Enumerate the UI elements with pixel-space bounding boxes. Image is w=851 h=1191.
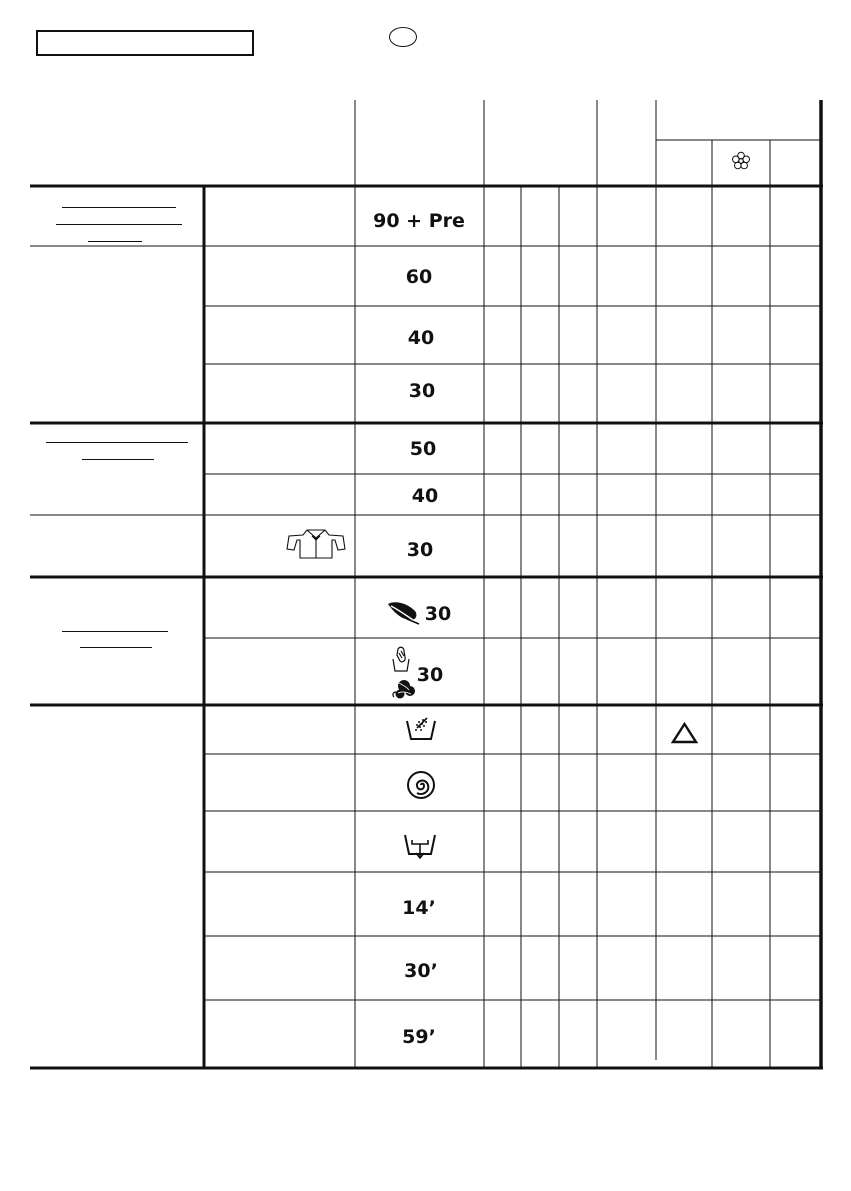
category-line xyxy=(62,207,176,208)
temperature-value: 30 xyxy=(406,539,434,561)
drain-tub-icon xyxy=(403,830,437,860)
handwash-wool-icon xyxy=(390,645,420,701)
temperature-value: 40 xyxy=(407,327,435,349)
temperature-value: 30 xyxy=(416,664,444,686)
feather-icon xyxy=(385,598,421,626)
rinse-shower-icon xyxy=(405,714,437,742)
category-line xyxy=(46,442,188,443)
temperature-value: 90 + Pre xyxy=(373,210,465,232)
temperature-value: 30 xyxy=(424,603,452,625)
triangle-icon xyxy=(671,722,698,744)
category-line xyxy=(56,224,182,225)
category-line xyxy=(80,647,152,648)
category-line xyxy=(82,459,154,460)
shirt-icon xyxy=(285,527,347,559)
spin-spiral-icon xyxy=(406,770,436,800)
category-line xyxy=(88,241,142,242)
time-value: 59’ xyxy=(402,1026,436,1048)
time-value: 30’ xyxy=(404,960,438,982)
temperature-value: 30 xyxy=(408,380,436,402)
flower-icon xyxy=(731,151,751,171)
category-line xyxy=(62,631,168,632)
time-value: 14’ xyxy=(402,897,436,919)
temperature-value: 50 xyxy=(409,438,437,460)
temperature-value: 60 xyxy=(405,266,433,288)
temperature-value: 40 xyxy=(411,485,439,507)
